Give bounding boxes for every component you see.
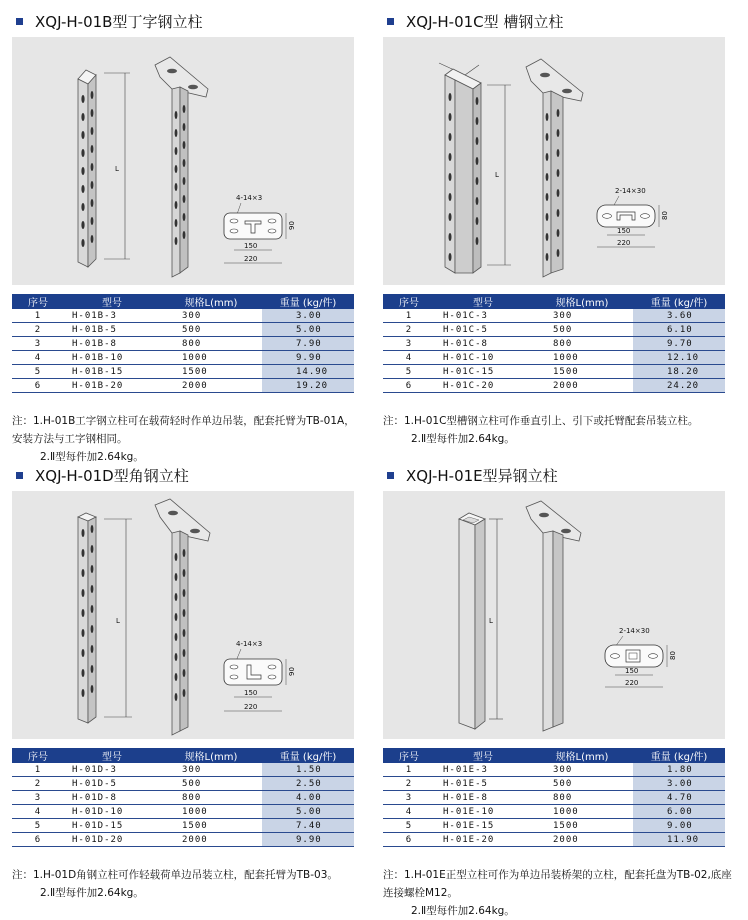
note-line-1: 注：1.H-01B工字钢立柱可在载荷轻时作单边吊装，配套托臂为TB-01A，安装方法与工字钢相同。 — [12, 415, 355, 445]
spec-table — [12, 748, 354, 847]
col-header-weight: 重量 (kg/件) — [262, 294, 354, 309]
cell-weight: 1.50 — [262, 763, 354, 777]
note-line-2: 2.Ⅱ型每件加2.64kg。 — [40, 451, 144, 463]
note-line-2: 2.Ⅱ型每件加2.64kg。 — [411, 905, 515, 917]
cell-length: 2000 — [531, 379, 633, 393]
cell-length: 1000 — [531, 805, 633, 819]
base-plate-drawing — [605, 627, 677, 687]
column-drawing-front — [459, 513, 503, 729]
col-header-length: 规格L(mm) — [531, 748, 633, 763]
col-header-model: 型号 — [435, 294, 531, 309]
cell-weight: 9.00 — [633, 819, 725, 833]
cell-index: 3 — [12, 337, 64, 351]
cell-weight: 9.90 — [262, 833, 354, 847]
table-row — [12, 337, 354, 351]
cell-weight: 18.20 — [633, 365, 725, 379]
col-header-index: 序号 — [12, 294, 64, 309]
dim-label-width-inner: 150 — [244, 242, 258, 250]
cell-index: 1 — [383, 309, 435, 323]
spec-table — [12, 294, 354, 393]
cell-weight: 3.60 — [633, 309, 725, 323]
cell-weight: 6.00 — [633, 805, 725, 819]
cell-model: H-01D-5 — [64, 777, 160, 791]
table-row — [383, 323, 725, 337]
cell-weight: 11.90 — [633, 833, 725, 847]
cell-weight: 9.70 — [633, 337, 725, 351]
cell-index: 3 — [12, 791, 64, 805]
cell-model: H-01D-15 — [64, 819, 160, 833]
cell-length: 1000 — [160, 351, 262, 365]
column-drawing-with-base — [155, 57, 208, 277]
col-header-index: 序号 — [383, 294, 435, 309]
cell-weight: 7.90 — [262, 337, 354, 351]
table-header-row — [12, 748, 354, 763]
cell-model: H-01E-10 — [435, 805, 531, 819]
panel-title-text: XQJ-H-01D型角钢立柱 — [35, 466, 189, 485]
cell-model: H-01C-3 — [435, 309, 531, 323]
note-block — [12, 412, 362, 466]
cell-index: 2 — [12, 323, 64, 337]
table-row — [383, 805, 725, 819]
cell-model: H-01D-20 — [64, 833, 160, 847]
panel-h01b — [12, 10, 355, 463]
table-row — [12, 763, 354, 777]
cell-index: 3 — [383, 337, 435, 351]
cell-index: 5 — [12, 365, 64, 379]
table-row — [383, 365, 725, 379]
cell-weight: 3.00 — [262, 309, 354, 323]
table-row — [12, 323, 354, 337]
cell-index: 1 — [12, 763, 64, 777]
dim-label-holes: 4-14×3 — [236, 640, 263, 648]
cell-index: 3 — [383, 791, 435, 805]
table-header-row — [12, 294, 354, 309]
cell-weight: 19.20 — [262, 379, 354, 393]
bullet-square-icon — [387, 18, 394, 25]
cell-model: H-01B-8 — [64, 337, 160, 351]
cell-weight: 4.00 — [262, 791, 354, 805]
col-header-length: 规格L(mm) — [531, 294, 633, 309]
base-plate-drawing — [224, 194, 296, 263]
column-drawing-with-base — [526, 59, 583, 277]
cell-index: 6 — [383, 379, 435, 393]
note-line-1: 注：1.H-01C型槽钢立柱可作垂直引上、引下或托臂配套吊装立柱。 — [383, 415, 699, 427]
column-drawing-front — [439, 63, 511, 273]
dim-label-width-outer: 220 — [625, 679, 639, 687]
cell-index: 6 — [12, 833, 64, 847]
cell-model: H-01E-15 — [435, 819, 531, 833]
table-row — [383, 819, 725, 833]
cell-weight: 6.10 — [633, 323, 725, 337]
cell-weight: 9.90 — [262, 351, 354, 365]
panel-title-text: XQJ-H-01E型异钢立柱 — [406, 466, 558, 485]
cell-weight: 14.90 — [262, 365, 354, 379]
cell-index: 4 — [12, 805, 64, 819]
table-header-row — [383, 294, 725, 309]
cell-index: 2 — [383, 323, 435, 337]
table-row — [12, 365, 354, 379]
cell-length: 1500 — [160, 819, 262, 833]
cell-length: 2000 — [531, 833, 633, 847]
cell-model: H-01B-15 — [64, 365, 160, 379]
bullet-square-icon — [16, 18, 23, 25]
base-plate-drawing — [224, 640, 296, 711]
cell-model: H-01E-5 — [435, 777, 531, 791]
col-header-length: 规格L(mm) — [160, 748, 262, 763]
table-row — [383, 379, 725, 393]
note-line-2: 2.Ⅱ型每件加2.64kg。 — [411, 433, 515, 445]
spec-table — [383, 748, 725, 847]
cell-index: 5 — [12, 819, 64, 833]
cell-length: 500 — [160, 323, 262, 337]
product-figure — [12, 37, 354, 285]
table-row — [383, 309, 725, 323]
cell-length: 2000 — [160, 379, 262, 393]
table-row — [383, 833, 725, 847]
cell-model: H-01D-8 — [64, 791, 160, 805]
dim-label-length: L — [116, 617, 120, 625]
dim-label-height: 80 — [661, 211, 669, 220]
cell-weight: 12.10 — [633, 351, 725, 365]
cell-length: 800 — [160, 791, 262, 805]
panel-title — [12, 464, 354, 486]
table-row — [383, 777, 725, 791]
dim-label-holes: 4-14×3 — [236, 194, 263, 202]
cell-index: 6 — [12, 379, 64, 393]
panel-h01d — [12, 464, 354, 899]
cell-model: H-01C-10 — [435, 351, 531, 365]
cell-weight: 1.80 — [633, 763, 725, 777]
cell-length: 1500 — [531, 819, 633, 833]
table-row — [12, 833, 354, 847]
cell-model: H-01B-10 — [64, 351, 160, 365]
cell-length: 800 — [160, 337, 262, 351]
panel-h01e — [383, 464, 732, 917]
col-header-model: 型号 — [435, 748, 531, 763]
dim-label-length: L — [115, 165, 119, 173]
col-header-weight: 重量 (kg/件) — [262, 748, 354, 763]
cell-model: H-01B-20 — [64, 379, 160, 393]
col-header-index: 序号 — [12, 748, 64, 763]
product-figure — [12, 491, 354, 739]
cell-length: 1500 — [531, 365, 633, 379]
dim-label-width-outer: 220 — [244, 703, 258, 711]
col-header-length: 规格L(mm) — [160, 294, 262, 309]
note-line-1: 注：1.H-01D角钢立柱可作轻载荷单边吊装立柱，配套托臂为TB-03。 — [12, 869, 338, 881]
dim-label-length: L — [489, 617, 493, 625]
dim-label-holes: 2-14×30 — [615, 187, 646, 195]
note-line-2: 2.Ⅱ型每件加2.64kg。 — [40, 887, 144, 899]
note-block — [12, 866, 362, 902]
cell-length: 300 — [160, 309, 262, 323]
panel-title — [383, 10, 725, 32]
table-row — [12, 309, 354, 323]
note-block — [383, 412, 733, 448]
dim-label-height: 90 — [288, 221, 296, 230]
column-drawing-with-base — [155, 499, 210, 735]
cell-model: H-01B-5 — [64, 323, 160, 337]
panel-h01c — [383, 10, 725, 445]
cell-index: 6 — [383, 833, 435, 847]
cell-weight: 4.70 — [633, 791, 725, 805]
col-header-model: 型号 — [64, 748, 160, 763]
cell-length: 300 — [160, 763, 262, 777]
note-line-1: 注：1.H-01E正型立柱可作为单边吊装桥架的立柱，配套托盘为TB-02,底座连接螺栓M12。 — [383, 869, 732, 899]
cell-model: H-01D-10 — [64, 805, 160, 819]
dim-label-width-outer: 220 — [244, 255, 258, 263]
cell-model: H-01C-8 — [435, 337, 531, 351]
dim-label-width-inner: 150 — [617, 227, 631, 235]
cell-length: 500 — [531, 777, 633, 791]
cell-model: H-01C-15 — [435, 365, 531, 379]
table-row — [383, 351, 725, 365]
cell-length: 1500 — [160, 365, 262, 379]
dim-label-height: 80 — [669, 651, 677, 660]
column-drawing-front — [78, 70, 130, 267]
note-block — [383, 866, 733, 920]
table-row — [12, 805, 354, 819]
cell-model: H-01C-20 — [435, 379, 531, 393]
cell-length: 1000 — [160, 805, 262, 819]
dim-label-width-inner: 150 — [244, 689, 258, 697]
panel-title — [383, 464, 725, 486]
cell-length: 500 — [531, 323, 633, 337]
col-header-index: 序号 — [383, 748, 435, 763]
cell-weight: 3.00 — [633, 777, 725, 791]
table-header-row — [383, 748, 725, 763]
cell-index: 1 — [12, 309, 64, 323]
cell-weight: 7.40 — [262, 819, 354, 833]
cell-length: 500 — [160, 777, 262, 791]
dim-label-width-inner: 150 — [625, 667, 639, 675]
dim-label-height: 90 — [288, 667, 296, 676]
cell-index: 4 — [12, 351, 64, 365]
column-drawing-front — [78, 513, 132, 723]
cell-index: 5 — [383, 365, 435, 379]
spec-table — [383, 294, 725, 393]
table-row — [12, 791, 354, 805]
cell-index: 4 — [383, 805, 435, 819]
panel-title-text: XQJ-H-01C型 槽钢立柱 — [406, 12, 564, 31]
cell-weight: 24.20 — [633, 379, 725, 393]
base-plate-drawing — [597, 187, 669, 247]
panel-title-text: XQJ-H-01B型丁字钢立柱 — [35, 12, 203, 31]
dim-label-holes: 2-14×30 — [619, 627, 650, 635]
table-row — [12, 819, 354, 833]
cell-length: 1000 — [531, 351, 633, 365]
table-row — [12, 351, 354, 365]
col-header-weight: 重量 (kg/件) — [633, 294, 725, 309]
bullet-square-icon — [16, 472, 23, 479]
cell-length: 2000 — [160, 833, 262, 847]
product-figure — [383, 491, 725, 739]
table-row — [12, 379, 354, 393]
product-figure — [383, 37, 725, 285]
cell-index: 5 — [383, 819, 435, 833]
table-row — [383, 337, 725, 351]
panel-title — [12, 10, 354, 32]
cell-model: H-01E-20 — [435, 833, 531, 847]
cell-weight: 5.00 — [262, 805, 354, 819]
dim-label-width-outer: 220 — [617, 239, 631, 247]
cell-model: H-01E-8 — [435, 791, 531, 805]
cell-index: 2 — [383, 777, 435, 791]
cell-length: 800 — [531, 337, 633, 351]
cell-length: 300 — [531, 763, 633, 777]
cell-model: H-01B-3 — [64, 309, 160, 323]
cell-model: H-01C-5 — [435, 323, 531, 337]
cell-model: H-01D-3 — [64, 763, 160, 777]
col-header-weight: 重量 (kg/件) — [633, 748, 725, 763]
cell-index: 1 — [383, 763, 435, 777]
cell-index: 4 — [383, 351, 435, 365]
bullet-square-icon — [387, 472, 394, 479]
cell-weight: 5.00 — [262, 323, 354, 337]
cell-weight: 2.50 — [262, 777, 354, 791]
table-row — [383, 763, 725, 777]
table-row — [12, 777, 354, 791]
cell-length: 300 — [531, 309, 633, 323]
cell-index: 2 — [12, 777, 64, 791]
table-row — [383, 791, 725, 805]
cell-length: 800 — [531, 791, 633, 805]
dim-label-length: L — [495, 171, 499, 179]
col-header-model: 型号 — [64, 294, 160, 309]
column-drawing-with-base — [526, 501, 581, 731]
cell-model: H-01E-3 — [435, 763, 531, 777]
